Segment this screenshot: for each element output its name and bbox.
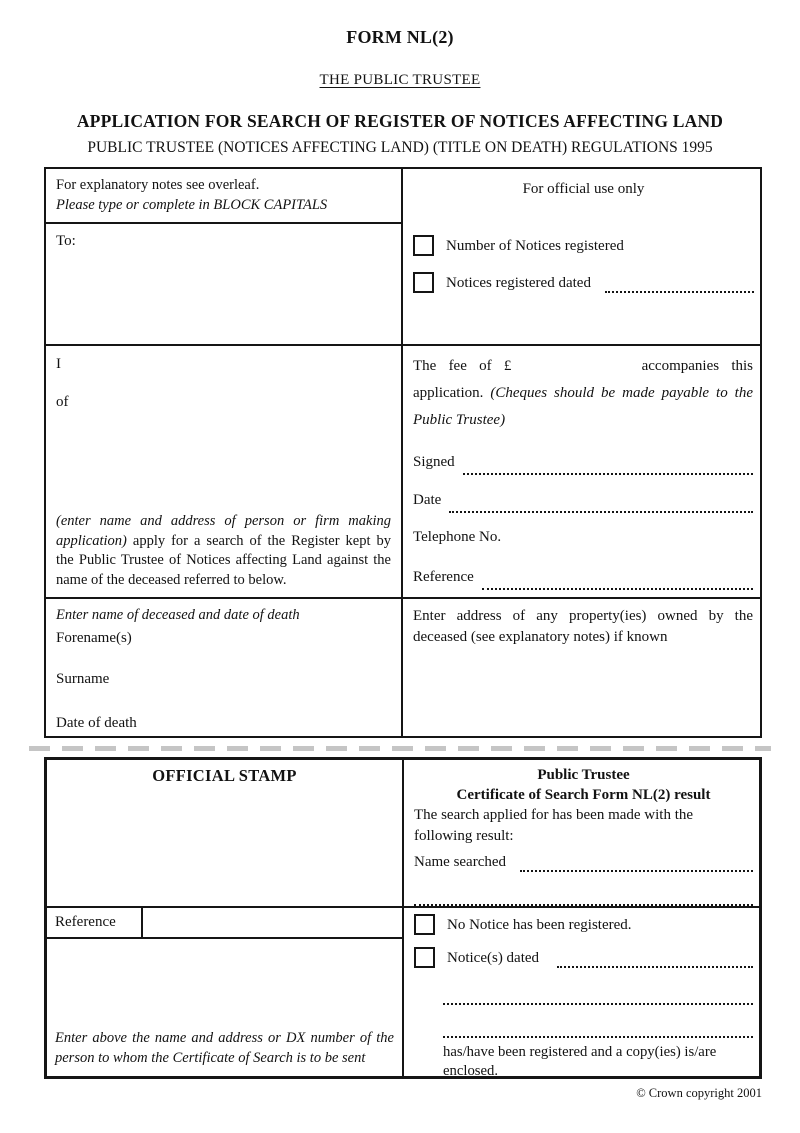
applicant-of-label: of <box>56 394 69 410</box>
notices-dated-field[interactable] <box>605 278 754 293</box>
applicant-note-rest: apply for a search of the Register kept by the Public Trustee of Notices affecting Land against the name of the deceased referred to below. <box>56 532 392 588</box>
fee-amount-field[interactable] <box>511 355 629 370</box>
notices-dated-checkbox[interactable] <box>413 272 434 293</box>
number-of-notices-checkbox[interactable] <box>413 235 434 256</box>
reference-value-cell[interactable] <box>143 908 402 937</box>
no-notice-label: No Notice has been registered. <box>447 916 632 933</box>
name-searched-field[interactable] <box>520 857 753 872</box>
notice-dated-checkbox[interactable] <box>414 947 435 968</box>
certificate-table <box>44 757 762 1079</box>
signed-label: Signed <box>413 454 455 470</box>
fee-paragraph <box>413 353 753 434</box>
organisation-title: THE PUBLIC TRUSTEE <box>319 72 481 88</box>
name-searched-field-line2[interactable] <box>414 891 753 906</box>
official-use-title: For official use only <box>522 181 645 197</box>
applicant-cell <box>46 346 401 597</box>
date-field[interactable] <box>449 498 753 513</box>
copyright-notice: © Crown copyright 2001 <box>636 1086 762 1100</box>
fee-cell <box>403 346 762 597</box>
reference-label-cell <box>47 908 141 937</box>
certificate-reference-label: Reference <box>55 914 116 930</box>
deceased-cell <box>46 599 401 736</box>
fee-reference-field[interactable] <box>482 575 753 590</box>
date-label: Date <box>413 492 442 508</box>
fee-cheque-note: (Cheques should be made payable to the Public Trustee) <box>413 385 754 428</box>
forenames-label: Forename(s) <box>56 630 132 646</box>
search-result-cell <box>404 908 763 1079</box>
certificate-result-cell <box>404 760 763 906</box>
surname-label: Surname <box>56 671 110 687</box>
application-table <box>44 167 762 738</box>
date-of-death-label: Date of death <box>56 715 137 731</box>
notices-dated-label: Notices registered dated <box>446 274 591 291</box>
official-use-cell <box>403 169 762 344</box>
notes-line2: Please type or complete in BLOCK CAPITALS <box>56 197 328 213</box>
certificate-intro: The search applied for has been made with the following result: <box>414 807 694 844</box>
notice-details-field-2[interactable] <box>443 1023 753 1038</box>
form-number: FORM NL(2) <box>346 27 454 47</box>
to-address-area[interactable] <box>46 224 401 344</box>
notes-line1: For explanatory notes see overleaf. <box>56 177 260 193</box>
telephone-label: Telephone No. <box>413 529 502 545</box>
notice-dated-field[interactable] <box>557 953 753 968</box>
fee-after-amount: accompanies this application. <box>413 358 753 401</box>
applicant-write-space[interactable] <box>56 412 391 512</box>
form-header <box>0 27 800 157</box>
name-searched-label: Name searched <box>414 854 507 870</box>
notice-details-field-1[interactable] <box>443 990 753 1005</box>
applicant-note-italic: (enter name and address of person or firm making application) <box>56 513 391 549</box>
send-to-note: Enter above the name and address or DX number of the person to whom the Certificate of Search is to be sent <box>55 1030 394 1066</box>
to-label: To: <box>56 233 76 249</box>
no-notice-checkbox[interactable] <box>414 914 435 935</box>
notice-dated-label: Notice(s) dated <box>447 949 540 966</box>
signed-field[interactable] <box>463 460 753 475</box>
page-title: APPLICATION FOR SEARCH OF REGISTER OF NOTICES AFFECTING LAND <box>76 111 724 131</box>
applicant-i-label: I <box>56 356 61 372</box>
certificate-heading-1: Public Trustee <box>537 767 630 783</box>
property-cell <box>403 599 762 736</box>
registered-note: has/have been registered and a copy(ies) is/are enclosed. <box>443 1044 717 1079</box>
explanatory-notes-cell <box>46 169 401 222</box>
certificate-send-to-cell[interactable] <box>47 939 402 1076</box>
official-stamp-cell <box>47 760 402 906</box>
dashed-cut-line <box>29 746 771 751</box>
official-stamp-label: OFFICIAL STAMP <box>152 766 297 785</box>
applicant-note <box>56 512 391 590</box>
regulations-subtitle: PUBLIC TRUSTEE (NOTICES AFFECTING LAND) (TITLE ON DEATH) REGULATIONS 1995 <box>87 139 713 156</box>
fee-before-amount: The fee of £ <box>413 358 512 374</box>
property-note: Enter address of any property(ies) owned by the deceased (see explanatory notes) if known <box>413 608 753 645</box>
number-of-notices-label: Number of Notices registered <box>446 237 624 254</box>
deceased-heading: Enter name of deceased and date of death <box>56 607 300 623</box>
fee-reference-label: Reference <box>413 569 474 585</box>
certificate-heading-2: Certificate of Search Form NL(2) result <box>456 787 711 803</box>
